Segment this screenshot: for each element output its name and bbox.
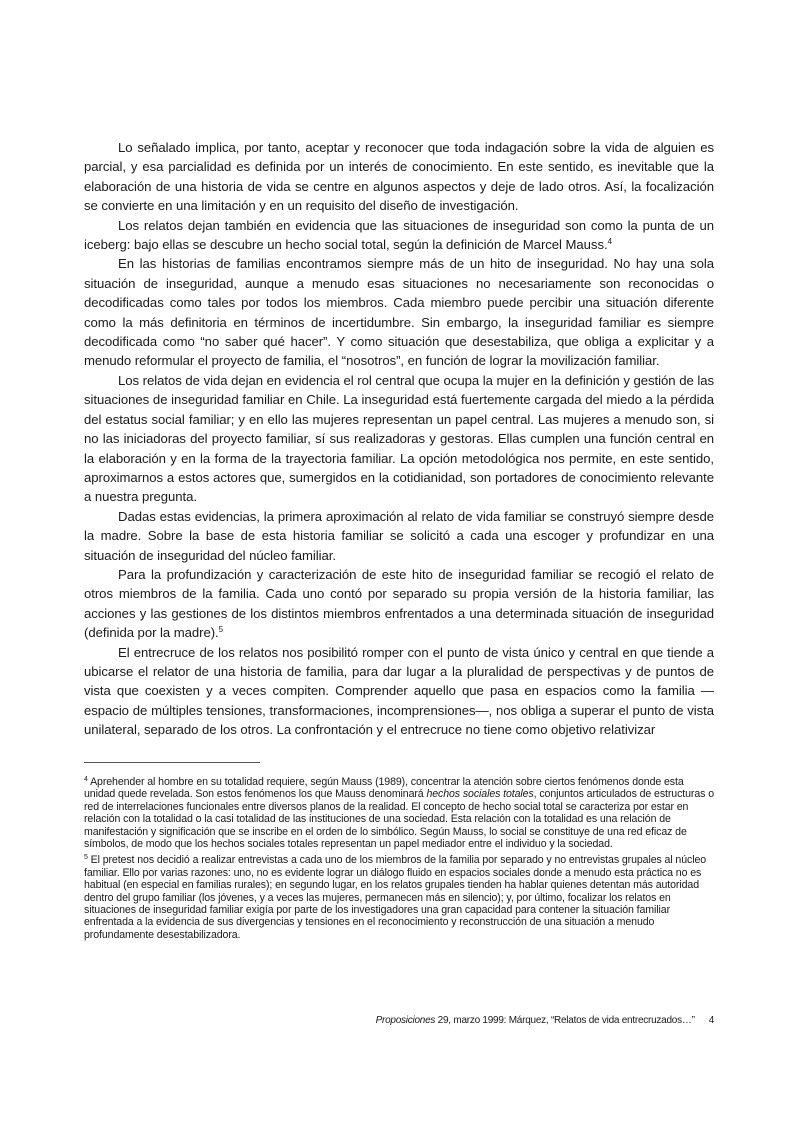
footnote-text: , conjuntos articulados de estructuras o red de interrelaciones funcionales entre diversos planos de la realidad. El concepto de hecho social total se caracteriza por estar en relación con la totalidad o la casi totalidad de las instituciones de una sociedad. Esta relación con la totalidad es una relación de manifestación y significación que se inscribe en el orden de lo simbólico. Según Mauss, lo social se constituye de una red eficaz de símbolos, de modo que los hechos sociales totales representan un papel mediador entre el individuo y la sociedad. — [84, 788, 714, 851]
footnote-4 — [84, 776, 714, 850]
paragraph — [84, 507, 714, 565]
paragraph-text: Los relatos dejan también en evidencia que las situaciones de inseguridad son como la punta de un iceberg: bajo ellas se descubre un hecho social total, según la definición de Marcel Mauss. — [84, 217, 714, 253]
footnote-text: Aprehender al hombre en su totalidad requiere, según Mauss (1989), concentrar la atención sobre ciertos fenómenos donde esta unidad quede revelada. Son estos fenómenos los que Mauss denominará — [84, 776, 684, 801]
paragraph-text: Los relatos de vida dejan en evidencia el rol central que ocupa la mujer en la definición y gestión de las situaciones de inseguridad familiar en Chile. La inseguridad está fuertemente cargada del miedo a la pérdida del estatus social familiar; y en ello las mujeres representan un papel central. Las mujeres a menudo son, si no las iniciadoras del proyecto familiar, sí sus realizadoras y gestoras. Ellas cumplen una función central en la elaboración y en la forma de la trayectoria familiar. La opción metodológica nos permite, en este sentido, aproximarnos a estos actores que, sumergidos en la cotidianidad, son portadores de conocimiento relevante a nuestra pregunta. — [84, 372, 714, 505]
paragraph — [84, 254, 714, 370]
paragraph — [84, 138, 714, 216]
page-number: 4 — [708, 1015, 714, 1026]
footnote-number: 4 — [84, 776, 88, 783]
paragraph — [84, 216, 714, 255]
footnote-ref-5[interactable]: 5 — [218, 625, 224, 635]
paragraph-text: Lo señalado implica, por tanto, aceptar y reconocer que toda indagación sobre la vida de alguien es parcial, y esa parcialidad es definida por un interés de conocimiento. En este sentido, es inevitable que la elaboración de una historia de vida se centre en algunos aspectos y deje de lado otros. Así, la focalización se convierte en una limitación y en un requisito del diseño de investigación. — [84, 140, 714, 214]
paragraph — [84, 565, 714, 643]
paragraph-text: En las historias de familias encontramos siempre más de un hito de inseguridad. No hay una sola situación de inseguridad, aunque a menudo esas situaciones no necesariamente son reconocidas o decodificadas como tales por todos los miembros. Cada miembro puede percibir una situación diferente como la más definitoria en términos de incertidumbre. Sin embargo, la inseguridad familiar es siempre decodificada como “no saber qué hacer”. Y como situación que desestabiliza, que obliga a explicitar y a menudo reformular el proyecto de familia, el “nosotros”, en función de lograr la movilización familiar. — [84, 256, 714, 369]
footnote-text: El pretest nos decidió a realizar entrevistas a cada uno de los miembros de la familia por separado y no entrevistas grupales al núcleo familiar. Ello por varias razones: uno, no es evidente lograr un diálogo fluido en espacios sociales donde a menudo esta práctica no es habitual (en especial en familias rurales); en segundo lugar, en los relatos grupales tienden ha hablar quienes detentan más autoridad dentro del grupo familiar (los jóvenes, y a veces las mujeres, permanecen más en silencio); y, por último, focalizar los relatos en situaciones de inseguridad familiar exigía por parte de los investigadores una gran capacidad para contener la situación familiar enfrentada a la evidencia de sus divergencias y tensiones en el reconocimiento y reconstrucción de una situación a menudo profundamente desestabilizadora. — [84, 854, 707, 941]
footnotes — [84, 776, 714, 945]
paragraph — [84, 643, 714, 740]
footnote-ref-4[interactable]: 4 — [607, 237, 612, 247]
journal-name: Proposiciones — [375, 1015, 436, 1026]
footnote-5 — [84, 854, 714, 941]
footnote-italic-term: hechos sociales totales — [426, 788, 534, 801]
body-text — [84, 138, 714, 740]
page-footer — [300, 1014, 714, 1028]
footer-citation: 29, marzo 1999: Márquez, “Relatos de vida entrecruzados…” — [435, 1015, 695, 1026]
paragraph — [84, 371, 714, 507]
footnote-divider — [84, 762, 260, 763]
paragraph-text: Dadas estas evidencias, la primera aproximación al relato de vida familiar se construyó siempre desde la madre. Sobre la base de esta historia familiar se solicitó a cada una escoger y profundizar en una situación de inseguridad del núcleo familiar. — [84, 508, 714, 563]
footnote-number: 5 — [84, 854, 88, 862]
paragraph-text: El entrecruce de los relatos nos posibilitó romper con el punto de vista único y central en que tiende a ubicarse el relator de una historia de familia, para dar lugar a la pluralidad de perspectivas y de puntos de vista que coexisten y a veces compiten. Comprender aquello que pasa en espacios como la familia —espacio de múltiples tensiones, transformaciones, incomprensiones—, nos obliga a superar el punto de vista unilateral, separado de los otros. La confrontación y el entrecruce no tiene como objetivo relativizar — [84, 644, 714, 738]
paragraph-text: Para la profundización y caracterización de este hito de inseguridad familiar se recogió el relato de otros miembros de la familia. Cada uno contó por separado su propia versión de la historia familiar, las acciones y las gestiones de los distintos miembros enfrentados a una determinada situación de inseguridad (definida por la madre). — [84, 566, 714, 641]
